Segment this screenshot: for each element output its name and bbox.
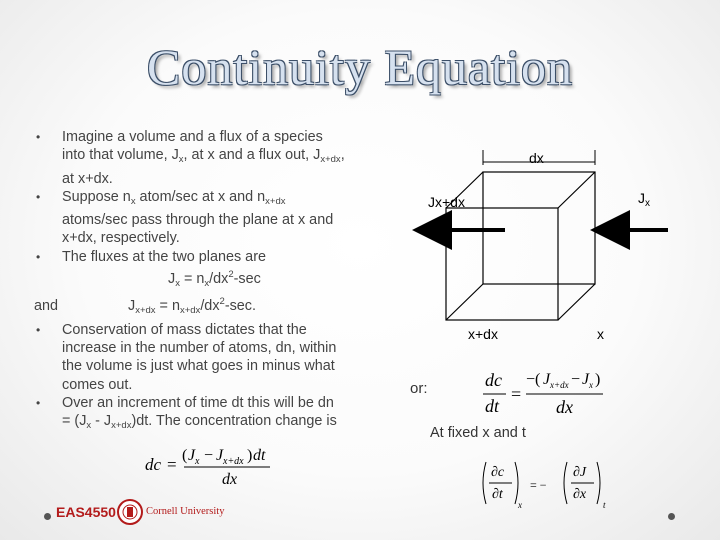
svg-text:J: J: [188, 447, 196, 464]
fixed-label: At fixed x and t: [430, 425, 526, 441]
subscript: x: [178, 154, 184, 166]
concentration-equation: [140, 440, 320, 490]
bullet-list: [34, 128, 399, 435]
bullet-2-line-3: [34, 229, 399, 247]
text-span: -sec.: [224, 298, 256, 315]
subscript: x+dx: [135, 305, 156, 317]
bullet-1-line-2: [34, 146, 399, 169]
bullet-marker: •: [36, 395, 41, 410]
bullet-5-line-2: [34, 412, 399, 435]
superscript: 2: [228, 269, 234, 281]
text-span: = n: [179, 271, 205, 288]
text-span: the volume is just what goes in minus what: [62, 358, 335, 375]
subscript: x+dx: [179, 305, 201, 317]
svg-text:x+dx: x+dx: [223, 456, 244, 467]
flux-equation-2: [34, 293, 399, 320]
subscript: x: [204, 278, 210, 290]
subscript: x: [86, 420, 92, 432]
subscript: x+dx: [435, 194, 465, 210]
bullet-4-line-2: [34, 339, 399, 357]
svg-text:dc: dc: [485, 370, 502, 390]
text-span: atoms/sec pass through the plane at x and: [62, 212, 334, 229]
svg-text:= −: = −: [530, 478, 547, 492]
svg-text:−: −: [571, 371, 581, 388]
svg-text:∂t: ∂t: [492, 487, 503, 502]
bullet-3: [34, 248, 399, 266]
text-span: at x+dx.: [62, 170, 113, 187]
bullet-1-line-3: [34, 170, 399, 188]
text-span: comes out.: [62, 376, 133, 393]
university-name: Cornell University: [146, 506, 225, 517]
svg-text:∂x: ∂x: [573, 487, 587, 502]
bullet-4-line-4: [34, 376, 399, 394]
text-span: - J: [91, 413, 112, 430]
svg-text:): ): [247, 447, 253, 464]
bullet-4-line-3: [34, 357, 399, 375]
footer-dot-right: [668, 513, 675, 520]
svg-text:): ): [595, 371, 601, 388]
text-span: , at x and a flux out, J: [183, 147, 321, 164]
svg-text:∂c: ∂c: [491, 465, 505, 480]
svg-text:x: x: [195, 456, 200, 467]
svg-text:x: x: [589, 380, 593, 390]
footer-dot-left: [44, 513, 51, 520]
dx-label: dx: [529, 150, 544, 166]
bullet-2: [34, 188, 399, 211]
text-span: Conservation of mass dictates that the: [62, 321, 307, 338]
text-span: /dx: [200, 298, 220, 315]
text-span: -sec: [233, 271, 261, 288]
svg-text:dt: dt: [485, 396, 500, 416]
partial-equation: [480, 458, 615, 510]
text-span: J: [128, 298, 136, 315]
svg-text:−(: −(: [526, 371, 541, 388]
text-span: The fluxes at the two planes are: [62, 248, 266, 265]
svg-text:x+dx: x+dx: [550, 380, 569, 390]
slide-title: Continuity Equation: [147, 39, 573, 95]
svg-text:dx: dx: [556, 397, 573, 417]
svg-text:J: J: [543, 371, 551, 388]
text-span: increase in the number of atoms, dn, within: [62, 339, 337, 356]
text-span: x+dx, respectively.: [62, 230, 180, 247]
text-span: J: [168, 271, 176, 288]
rate-equation: [478, 362, 608, 422]
bullet-4: [34, 321, 399, 339]
svg-text:dt: dt: [253, 447, 266, 464]
svg-text:J: J: [582, 371, 590, 388]
svg-text:dx: dx: [222, 471, 238, 488]
bullet-text: Imagine a volume and a flux of a species: [62, 129, 323, 145]
svg-text:=: =: [167, 455, 177, 474]
svg-text:t: t: [603, 500, 606, 510]
svg-text:−: −: [204, 447, 214, 464]
subscript: x: [130, 195, 136, 207]
bullet-marker: •: [36, 322, 41, 337]
subscript: x: [175, 278, 180, 290]
bullet-2-line-2: [34, 211, 399, 229]
x-label: x: [597, 326, 604, 342]
superscript: 2: [219, 296, 225, 308]
svg-text:(: (: [182, 447, 188, 464]
flux-in-label: [638, 190, 650, 209]
svg-text:=: =: [511, 384, 522, 404]
subscript: x+dx: [265, 195, 286, 207]
course-code: EAS4550: [56, 504, 116, 520]
text-span: atom/sec at x and n: [135, 188, 266, 205]
x-plus-dx-label: x+dx: [468, 326, 498, 342]
flux-out-label: [428, 194, 465, 210]
bullet-marker: •: [36, 189, 41, 204]
flux-equation-1: [34, 266, 399, 293]
text-span: Over an increment of time dt this will be dn: [62, 394, 334, 411]
or-label: or:: [410, 380, 428, 397]
subscript: x: [645, 198, 650, 209]
text-span: /dx: [209, 271, 229, 288]
text-span: ,: [340, 147, 345, 164]
text-span: into that volume, J: [62, 147, 179, 164]
svg-text:x: x: [518, 500, 522, 510]
text-span: = (J: [62, 413, 87, 430]
bullet-marker: •: [36, 249, 41, 264]
text-span: J: [638, 190, 645, 206]
svg-text:J: J: [216, 447, 224, 464]
text-span: )dt. The concentration change is: [131, 413, 337, 430]
text-span: Suppose n: [62, 188, 131, 205]
text-span: = n: [155, 298, 180, 315]
text-span: J: [428, 194, 435, 210]
bullet-marker: •: [36, 130, 41, 144]
svg-text:∂J: ∂J: [573, 465, 587, 480]
bullet-5: [34, 394, 399, 412]
svg-text:dc: dc: [145, 455, 162, 474]
subscript: x+dx: [111, 420, 132, 432]
bullet-1: [34, 128, 399, 146]
flux-volume-diagram: [410, 140, 670, 350]
cornell-seal-icon: [116, 498, 144, 526]
subscript: x+dx: [320, 154, 341, 166]
text-span: and: [34, 298, 59, 315]
